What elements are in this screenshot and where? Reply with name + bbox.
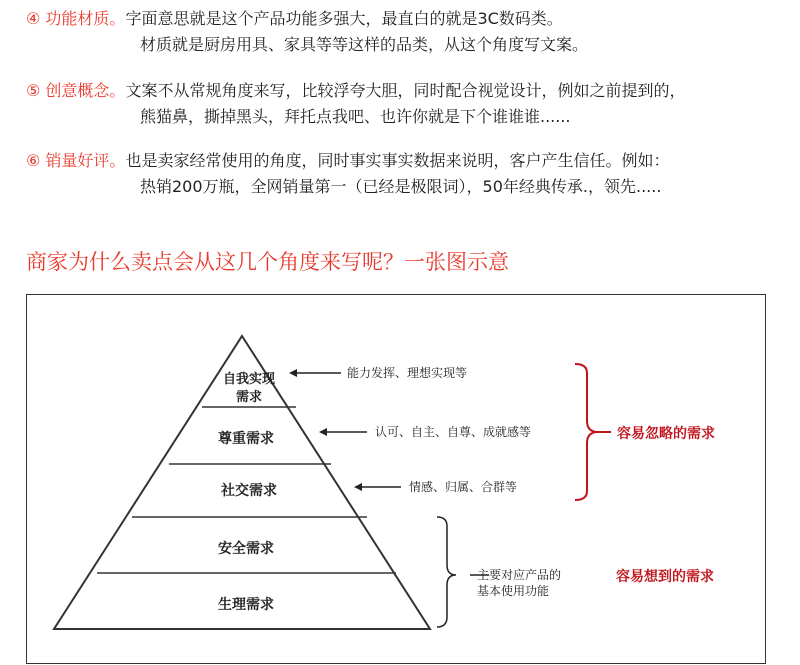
level-self-actualization-line2: 需求 xyxy=(235,390,263,405)
maslow-pyramid-diagram xyxy=(27,295,767,665)
diagram-frame xyxy=(26,294,766,664)
level-safety: 安全需求 xyxy=(218,541,274,557)
point-sales-reviews xyxy=(26,148,669,200)
point-text: 文案不从常规角度来写，比较浮夸大胆，同时配合视觉设计，例如之前提到的， xyxy=(125,81,686,100)
brace-obvious xyxy=(437,517,456,627)
section-heading: 商家为什么卖点会从这几个角度来写呢？一张图示意 xyxy=(26,250,509,274)
ignored-needs-label: 容易忽略的需求 xyxy=(617,426,715,442)
arrow-head-icon xyxy=(319,428,327,436)
basic-function-note: 主要对应产品的 xyxy=(477,568,562,582)
basic-function-note-line2: 基本使用功能 xyxy=(477,584,550,598)
point-label: ④ 功能材质。 xyxy=(26,9,126,28)
point-function-material xyxy=(26,6,588,58)
point-text: 热销200万瓶，全网销量第一（已经是极限词），50年经典传承.，领先..... xyxy=(140,177,662,196)
point-label: ⑤ 创意概念。 xyxy=(26,81,126,100)
level-self-actualization: 自我实现 xyxy=(222,372,276,387)
annotation-social: 情感、归属、合群等 xyxy=(409,480,518,494)
point-text: 字面意思就是这个产品功能多强大，最直白的就是3C数码类。 xyxy=(125,9,563,28)
point-text: 也是卖家经常使用的角度，同时事实事实数据来说明，客户产生信任。例如： xyxy=(125,151,670,170)
arrow-head-icon xyxy=(289,369,297,377)
level-esteem: 尊重需求 xyxy=(218,431,274,447)
obvious-needs-label: 容易想到的需求 xyxy=(616,569,714,585)
point-text: 熊猫鼻，撕掉黑头，拜托点我吧、也许你就是下个谁谁谁...... xyxy=(140,107,571,126)
annotation-self-actualization: 能力发挥、理想实现等 xyxy=(347,366,468,380)
point-text: 材质就是厨房用具、家具等等这样的品类，从这个角度写文案。 xyxy=(140,35,589,54)
arrow-head-icon xyxy=(354,483,362,491)
level-physiological: 生理需求 xyxy=(218,597,274,613)
point-creative-concept xyxy=(26,78,685,130)
brace-ignored xyxy=(575,364,598,500)
point-label: ⑥ 销量好评。 xyxy=(26,151,126,170)
annotation-esteem: 认可、自主、自尊、成就感等 xyxy=(375,425,532,439)
level-social: 社交需求 xyxy=(221,483,277,499)
